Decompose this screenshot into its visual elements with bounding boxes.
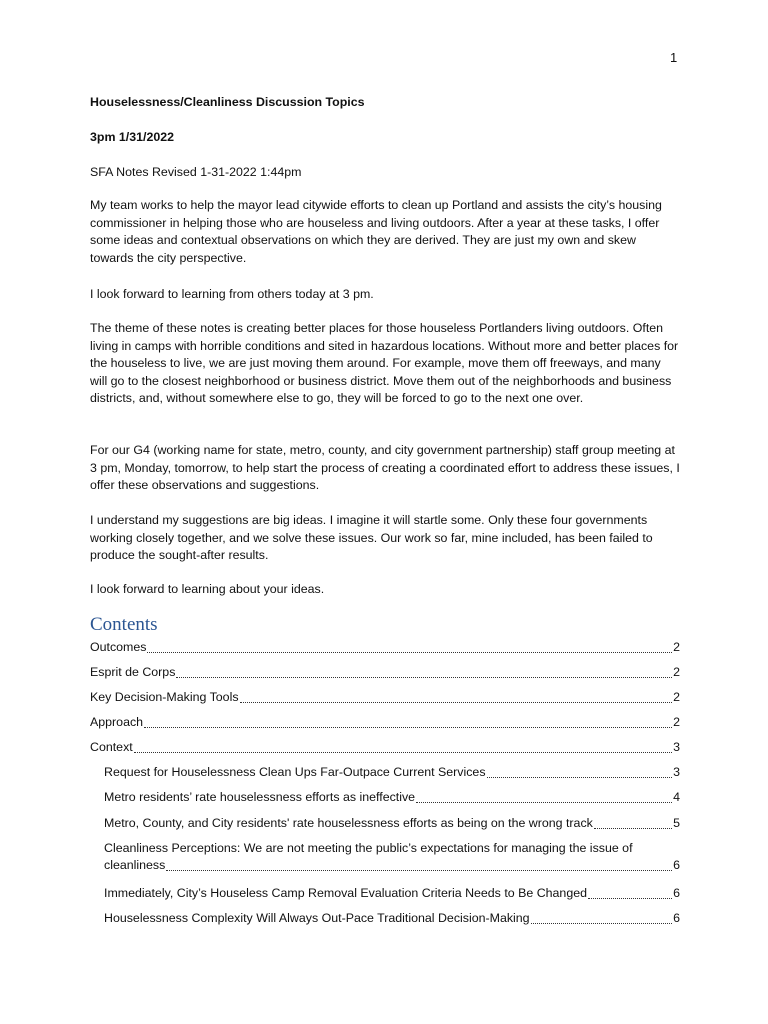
document-title: Houselessness/Cleanliness Discussion Topics — [90, 95, 365, 109]
toc-entry-context[interactable] — [90, 739, 680, 756]
toc-entry-line2 — [104, 857, 680, 874]
toc-entry-camp-removal-criteria[interactable] — [104, 885, 680, 902]
toc-leader-dots — [176, 677, 672, 678]
toc-entry-page: 6 — [673, 886, 680, 900]
toc-entry-label: Approach — [90, 715, 144, 729]
paragraph-intro: My team works to help the mayor lead citywide efforts to clean up Portland and assists the city’s housing commissioner in helping those who are houseless and living outdoors. After a year at these tasks, I offer some ideas and contextual observations on which they are derived. They are just my own and skew towards the city perspective. — [90, 198, 662, 265]
toc-leader-dots — [147, 652, 672, 653]
toc-entry-label-line1: Cleanliness Perceptions: We are not meeting the public’s expectations for managing the issue of — [104, 841, 633, 855]
toc-entry-page: 3 — [673, 740, 680, 754]
toc-entry-label-line2: cleanliness — [104, 858, 166, 872]
toc-leader-dots — [594, 828, 672, 829]
toc-leader-dots — [531, 923, 673, 924]
toc-entry-cleanliness-perceptions[interactable] — [104, 840, 680, 874]
contents-heading: Contents — [90, 614, 158, 635]
paragraph-closing: I look forward to learning about your ideas. — [90, 582, 325, 596]
toc-entry-page: 6 — [673, 858, 680, 872]
toc-entry-approach[interactable] — [90, 714, 680, 731]
meeting-datetime: 3pm 1/31/2022 — [90, 130, 175, 144]
toc-entry-label: Key Decision-Making Tools — [90, 690, 239, 704]
paragraph-g4: For our G4 (working name for state, metro, county, and city government partnership) staff group meeting at 3 pm, Monday, tomorrow, to help start the process of creating a coordinated effort to address these issues, I offer these observations and suggestions. — [90, 443, 680, 492]
toc-entry-label: Metro, County, and City residents' rate houselessness efforts as being on the wrong track — [104, 816, 593, 830]
toc-entry-label: Immediately, City’s Houseless Camp Removal Evaluation Criteria Needs to Be Changed — [104, 886, 587, 900]
toc-entry-page: 2 — [673, 690, 680, 704]
toc-entry-page: 5 — [673, 816, 680, 830]
toc-leader-dots — [487, 777, 673, 778]
toc-entry-label: Outcomes — [90, 640, 147, 654]
page-number: 1 — [670, 50, 678, 65]
toc-entry-page: 4 — [673, 790, 680, 804]
paragraph-look-forward: I look forward to learning from others today at 3 pm. — [90, 287, 374, 301]
toc-entry-metro-residents-ineffective[interactable] — [104, 789, 680, 806]
toc-entry-wrong-track[interactable] — [104, 815, 680, 832]
toc-entry-label: Request for Houselessness Clean Ups Far-Outpace Current Services — [104, 765, 486, 779]
toc-leader-dots — [240, 702, 673, 703]
toc-leader-dots — [588, 898, 672, 899]
toc-entry-outcomes[interactable] — [90, 639, 680, 656]
paragraph-suggestions: I understand my suggestions are big ideas. I imagine it will startle some. Only these four governments working closely together, and we solve these issues. Our work so far, mine included, has been failed to produce the sought-after results. — [90, 513, 653, 562]
revision-note: SFA Notes Revised 1-31-2022 1:44pm — [90, 165, 302, 179]
toc-leader-dots — [144, 727, 672, 728]
toc-entry-key-decision-making-tools[interactable] — [90, 689, 680, 706]
toc-entry-label: Esprit de Corps — [90, 665, 176, 679]
toc-entry-esprit-de-corps[interactable] — [90, 664, 680, 681]
toc-entry-request-clean-ups[interactable] — [104, 764, 680, 781]
toc-leader-dots — [416, 802, 672, 803]
paragraph-theme: The theme of these notes is creating better places for those houseless Portlanders living outdoors. Often living in camps with horrible conditions and sited in hazardous locations. Without more and better places for the houseless to live, we are just moving them around. For example, move them off freeways, and many will go to the closest neighborhood or business district. Move them out of the neighborhoods and business districts, and, without somewhere else to go, they will be forced to go to the next one over. — [90, 321, 679, 405]
toc-entry-page: 3 — [673, 765, 680, 779]
toc-leader-dots — [134, 752, 672, 753]
toc-entry-complexity[interactable] — [104, 910, 680, 927]
toc-entry-page: 6 — [673, 911, 680, 925]
toc-entry-label: Metro residents’ rate houselessness efforts as ineffective — [104, 790, 416, 804]
toc-entry-label: Context — [90, 740, 133, 754]
toc-entry-label: Houselessness Complexity Will Always Out-Pace Traditional Decision-Making — [104, 911, 530, 925]
toc-entry-page: 2 — [673, 640, 680, 654]
toc-entry-page: 2 — [673, 715, 680, 729]
toc-entry-page: 2 — [673, 665, 680, 679]
toc-leader-dots — [166, 870, 672, 871]
